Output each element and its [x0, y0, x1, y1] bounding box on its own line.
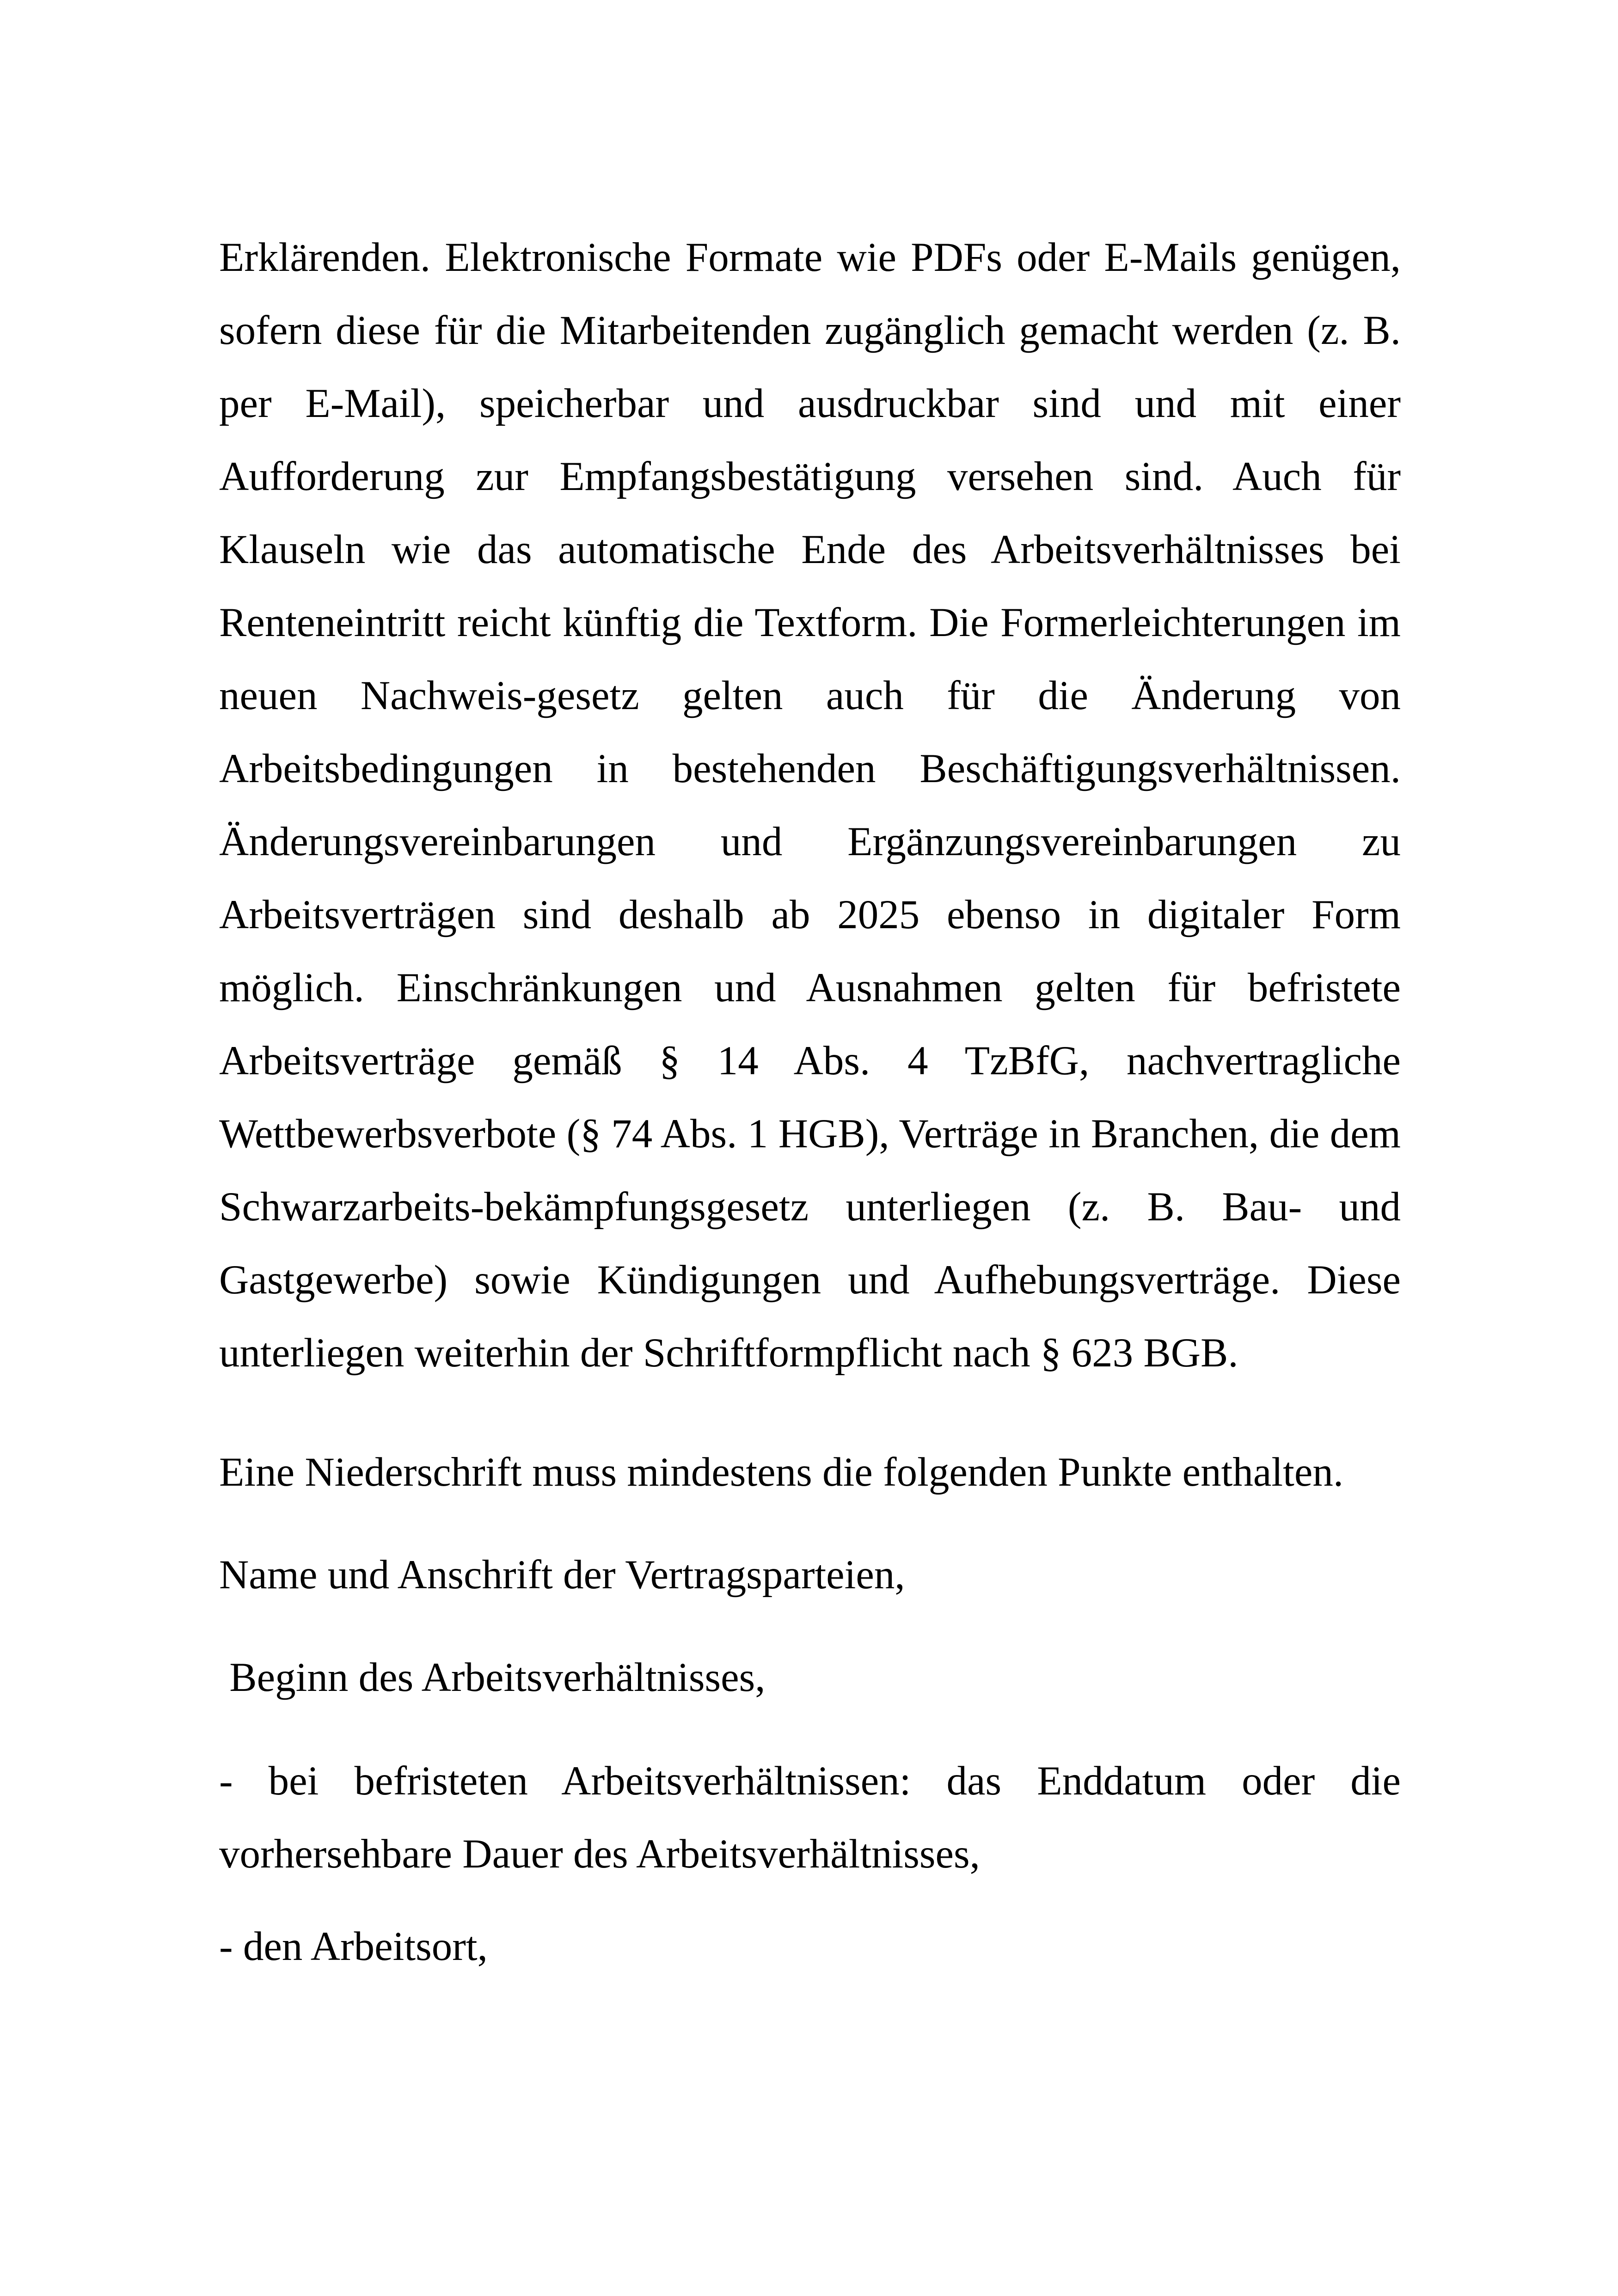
list-item-fixed-term-duration: - bei befristeten Arbeitsverhältnissen: das Enddatum oder die vorhersehbare Dauer des Arbeitsverhältnisses, — [219, 1758, 1401, 1877]
list-item-contract-parties: Name und Anschrift der Vertragsparteien, — [219, 1552, 905, 1598]
main-paragraph: Erklärenden. Elektronische Formate wie PDFs oder E-Mails genügen, sofern diese für die Mitarbeitenden zugänglich gemacht werden (z. B. per E-Mail), speicherbar und ausdruckbar sind und mit einer Aufforderung zur Empfangsbestätigung versehen sind. Auch für Klauseln wie das automatische Ende des Arbeitsverhältnisses bei Renteneintritt reicht künftig die Textform. Die Formerleichterungen im neuen Nachweis-gesetz gelten auch für die Änderung von Arbeitsbedingungen in bestehenden Beschäftigungsverhältnissen. Änderungsvereinbarungen und Ergänzungsvereinbarungen zu Arbeitsverträgen sind deshalb ab 2025 ebenso in digitaler Form möglich. Einschränkungen und Ausnahmen gelten für befristete Arbeitsverträge gemäß § 14 Abs. 4 TzBfG, nachvertragliche Wettbewerbsverbote (§ 74 Abs. 1 HGB), Verträge in Branchen, die dem Schwarzarbeits-bekämpfungsgesetz unterliegen (z. B. Bau- und Gastgewerbe) sowie Kündigungen und Aufhebungsverträge. Diese unterliegen weiterhin der Schriftformpflicht nach § 623 BGB. — [219, 235, 1401, 1376]
list-item-employment-start: Beginn des Arbeitsverhältnisses, — [219, 1655, 766, 1700]
list-item-work-location: - den Arbeitsort, — [219, 1924, 488, 1969]
list-intro-sentence: Eine Niederschrift muss mindestens die folgenden Punkte enthalten. — [219, 1450, 1344, 1495]
